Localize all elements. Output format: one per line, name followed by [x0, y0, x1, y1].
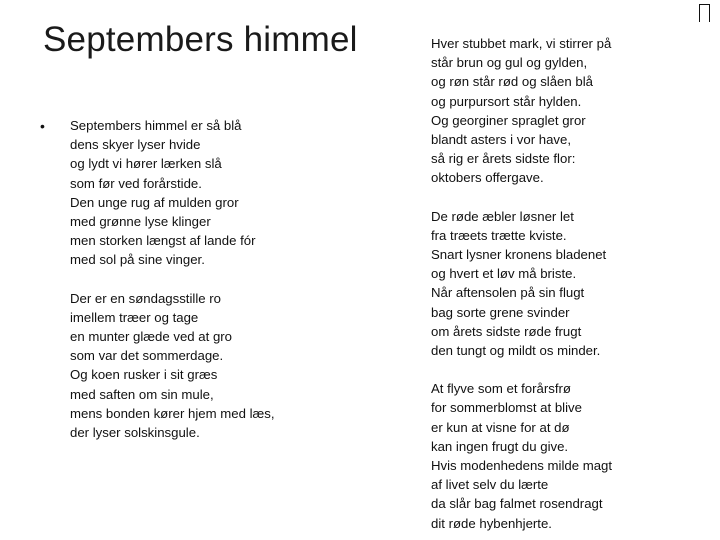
poem-line: den tungt og mildt os minder.	[431, 343, 601, 359]
poem-line: Og koen rusker i sit græs	[70, 367, 218, 383]
poem-line: Hver stubbet mark, vi stirrer på	[431, 36, 612, 51]
poem-line: står brun og gul og gylden,	[431, 55, 588, 71]
poem-line: da slår bag falmet rosendragt	[431, 496, 603, 512]
poem-line: Der er en søndagsstille ro	[70, 290, 221, 306]
poem-line: er kun at visne for at dø	[431, 419, 570, 435]
bullet-icon: •	[40, 118, 45, 134]
right-column	[431, 34, 691, 533]
poem-line: blandt asters i vor have,	[431, 132, 572, 148]
poem-line: men storken længst af lande fór	[70, 233, 256, 249]
poem-line: med grønne lyse klinger	[70, 214, 211, 230]
stanza-1	[70, 116, 380, 270]
poem-line: og røn står rød og slåen blå	[431, 74, 593, 90]
poem-line: Den unge rug af mulden gror	[70, 194, 239, 210]
poem-line: Septembers himmel er så blå	[70, 118, 242, 133]
poem-line: De røde æbler løsner let	[431, 208, 574, 224]
poem-line: oktobers offergave.	[431, 170, 544, 186]
poem-line: At flyve som et forårsfrø	[431, 381, 571, 397]
poem-line: af livet selv du lærte	[431, 477, 549, 493]
poem-line: for sommerblomst at blive	[431, 400, 582, 416]
poem-line: bag sorte grene svinder	[431, 304, 570, 320]
poem-line: dens skyer lyser hvide	[70, 137, 201, 153]
poem-line: som før ved forårstide.	[70, 175, 202, 191]
poem-line: mens bonden kører hjem med læs,	[70, 405, 275, 421]
poem-line: Hvis modenhedens milde magt	[431, 458, 613, 474]
poem-line: fra træets trætte kviste.	[431, 227, 567, 243]
stanza-4	[431, 207, 691, 361]
poem-line: og purpursort står hylden.	[431, 93, 582, 109]
left-column	[40, 116, 380, 442]
poem-line: dit røde hybenhjerte.	[431, 515, 552, 531]
poem-line: imellem træer og tage	[70, 309, 199, 325]
poem-line: Snart lysner kronens bladenet	[431, 247, 607, 263]
poem-line: Og georginer spraglet gror	[431, 112, 586, 128]
slide-title: Septembers himmel	[43, 20, 358, 59]
poem-line: kan ingen frugt du give.	[431, 438, 569, 454]
corner-bracket-icon	[699, 4, 710, 22]
poem-line: så rig er årets sidste flor:	[431, 151, 576, 167]
poem-line: med saften om sin mule,	[70, 386, 214, 402]
poem-line: som var det sommerdage.	[70, 348, 224, 364]
poem-line: om årets sidste røde frugt	[431, 323, 582, 339]
stanza-5	[431, 379, 691, 533]
stanza-3	[431, 34, 691, 188]
poem-line: Når aftensolen på sin flugt	[431, 285, 585, 301]
poem-line: en munter glæde ved at gro	[70, 329, 233, 345]
poem-line: der lyser solskinsgule.	[70, 425, 200, 441]
stanza-2	[70, 289, 380, 443]
poem-line: med sol på sine vinger.	[70, 252, 205, 268]
poem-line: og hvert et løv må briste.	[431, 266, 577, 282]
poem-line: og lydt vi hører lærken slå	[70, 156, 222, 172]
